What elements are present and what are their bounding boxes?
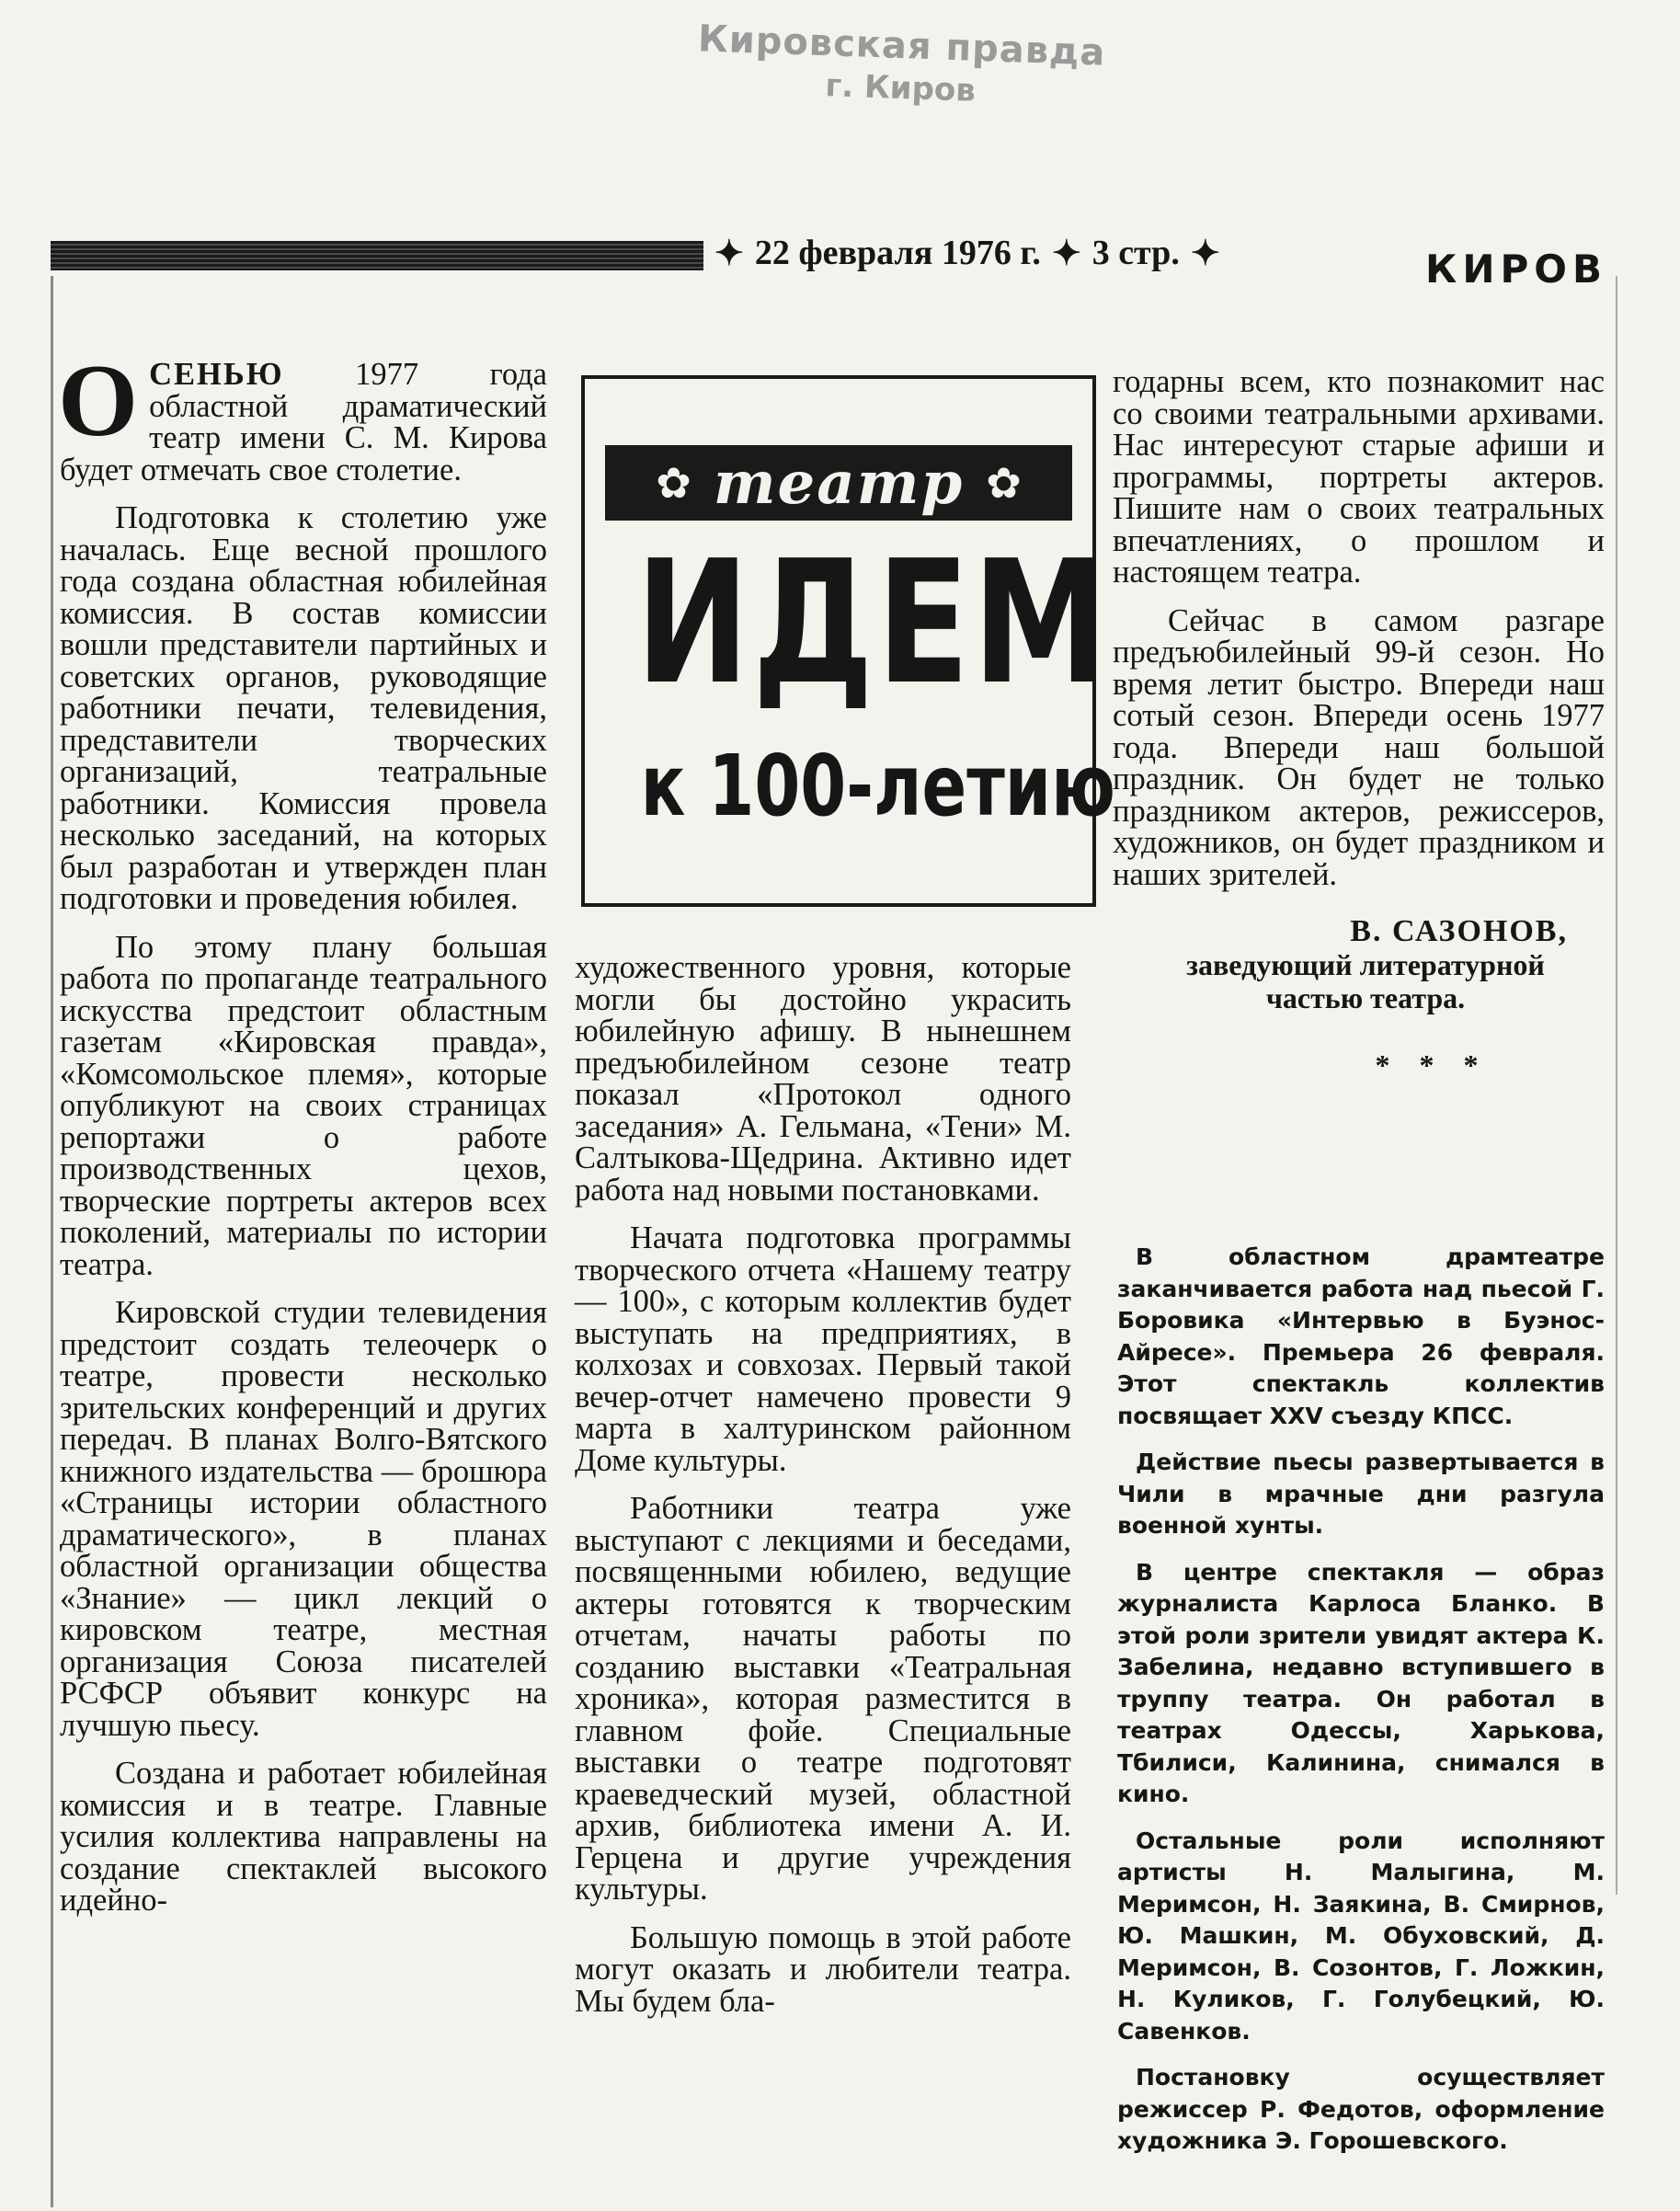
title-box bbox=[581, 375, 1115, 907]
section-separator: * * * bbox=[1375, 1048, 1490, 1082]
author-signature bbox=[1113, 916, 1605, 1014]
article-column-1 bbox=[58, 344, 547, 1918]
star-icon: ✦ bbox=[714, 234, 744, 273]
stamp-newspaper: Кировская правда bbox=[697, 17, 1107, 74]
page-number: 3 стр. bbox=[1091, 234, 1180, 272]
article-lead bbox=[58, 344, 547, 487]
rubric-banner bbox=[605, 445, 1072, 521]
author-name: В. САЗОНОВ, bbox=[1350, 914, 1568, 948]
flower-icon: ✿ bbox=[656, 458, 691, 508]
column-rule bbox=[51, 276, 53, 2207]
article-column-2 bbox=[575, 952, 1071, 2017]
premiere-note bbox=[1117, 1242, 1605, 2158]
paragraph: Большую помощь в этой работе могут оказать и любители театра. Мы будем бла- bbox=[575, 1919, 1071, 2019]
newspaper-name: КИРОВ bbox=[1425, 246, 1607, 292]
dateline bbox=[703, 230, 1231, 276]
note-paragraph: Остальные роли исполняют артисты Н. Малыгина, М. Меримсон, Н. Заякина, В. Смирнов, Ю. Машкин, М. Обуховский, Д. Меримсон, В. Созонтов, Г. Ложкин, Н. Куликов, Г. Голубецкий, Ю. Савенков. bbox=[1117, 1827, 1605, 2045]
note-paragraph: В центре спектакля — образ журналиста Карлоса Бланко. В этой роли зрители увидят актера К. Забелина, недавно вступившего в труппу театра. Он работал в театрах Одессы, Харькова, Тбилиси, Калинина, снимался в кино. bbox=[1117, 1558, 1605, 1807]
header-rule bbox=[51, 241, 703, 270]
subheadline: к 100-летию bbox=[640, 737, 1115, 835]
paragraph: Подготовка к столетию уже началась. Еще весной прошлого года создана областная юбилейная комиссия. В состав комиссии вошли представители партийных и советских органов, руководящие работники печати, телевидения, представители творческих организаций, театральные работники. Комиссия провела несколько заседаний, на которых был разработан и утвержден план подготовки и проведения юбилея. bbox=[60, 500, 547, 916]
star-icon: ✦ bbox=[1051, 234, 1081, 273]
paragraph: По этому плану большая работа по пропаганде театрального искусства предстоит областным газетам «Кировская правда», «Комсомольское племя», которые опубликуют на своих страницах репортажи о работе производственных цехов, творческие портреты актеров всех поколений, материалы по истории театра. bbox=[60, 929, 547, 1282]
author-role: заведующий литературной частью театра. bbox=[1186, 947, 1545, 1014]
lead-caps: СЕНЬЮ bbox=[149, 357, 284, 392]
paragraph-continued: художественного уровня, которые могли бы достойно украсить юбилейную афишу. В нынешнем предъюбилейном сезоне театр показал «Протокол одного заседания» А. Гельмана, «Тени» М. Салтыкова-Щедрина. Активно идет работа над новыми постановками. bbox=[575, 950, 1071, 1208]
drop-cap: О bbox=[58, 344, 139, 458]
column-rule bbox=[1616, 276, 1617, 1895]
headline: ИДЕМ bbox=[635, 523, 1112, 722]
library-stamp bbox=[670, 15, 1133, 116]
stamp-city: г. Киров bbox=[824, 67, 977, 109]
rubric-title: театр bbox=[713, 448, 965, 518]
paragraph: Сейчас в самом разгаре предъюбилейный 99-й сезон. Но время летит быстро. Впереди наш сотый сезон. Впереди осень 1977 года. Впереди наш большой праздник. Он будет не только праздником актеров, режиссеров, художников, он будет праздником и наших зрителей. bbox=[1113, 602, 1605, 892]
flower-icon: ✿ bbox=[986, 458, 1022, 508]
issue-date: 22 февраля 1976 г. bbox=[754, 234, 1041, 272]
note-paragraph: В областном драмтеатре заканчивается работа над пьесой Г. Боровика «Интервью в Буэнос-Айресе». Премьера 26 февраля. Этот спектакль коллектив посвящает XXV съезду КПСС. bbox=[1117, 1243, 1605, 1429]
star-icon: ✦ bbox=[1190, 234, 1220, 273]
paragraph-continued: годарны всем, кто познакомит нас со своими театральными архивами. Нас интересуют старые афиши и программы, портреты актеров. Пишите нам о своих театральных впечатлениях, о прошлом и настоящем театра. bbox=[1113, 364, 1605, 590]
note-paragraph: Постановку осуществляет режиссер Р. Федотов, оформление художника Э. Горошевского. bbox=[1117, 2064, 1605, 2154]
paragraph: Кировской студии телевидения предстоит создать телеочерк о театре, провести несколько зрительских конференций и других передач. В планах Волго-Вятского книжного издательства — брошюра «Страницы истории областного драматического», в планах областной организации общества «Знание» — цикл лекций о кировском театре, местная организация Союза писателей РСФСР объявит конкурс на лучшую пьесу. bbox=[60, 1295, 547, 1743]
note-paragraph: Действие пьесы развертывается в Чили в мрачные дни разгула военной хунты. bbox=[1117, 1449, 1605, 1539]
lead-text: 1977 года областной драматический театр имени С. М. Кирова будет отмечать свое столетие. bbox=[60, 357, 547, 487]
paragraph: Создана и работает юбилейная комиссия и в театре. Главные усилия коллектива направлены на создание спектаклей высокого идейно- bbox=[60, 1756, 547, 1918]
article-column-3 bbox=[1113, 366, 1605, 1081]
paragraph: Работники театра уже выступают с лекциями и беседами, посвященными юбилею, ведущие актеры готовятся к творческим отчетам, начаты работы по созданию выставки «Театральная хроника», которая разместится в главном фойе. Специальные выставки о театре подготовят краеведческий музей, областной архив, библиотека имени А. И. Герцена и другие учреждения культуры. bbox=[575, 1491, 1071, 1907]
paragraph: Начата подготовка программы творческого отчета «Нашему театру — 100», с которым коллектив будет выступать на предприятиях, в колхозах и совхозах. Первый такой вечер-отчет намечено провести 9 марта в халтуринском районном Доме культуры. bbox=[575, 1220, 1071, 1478]
